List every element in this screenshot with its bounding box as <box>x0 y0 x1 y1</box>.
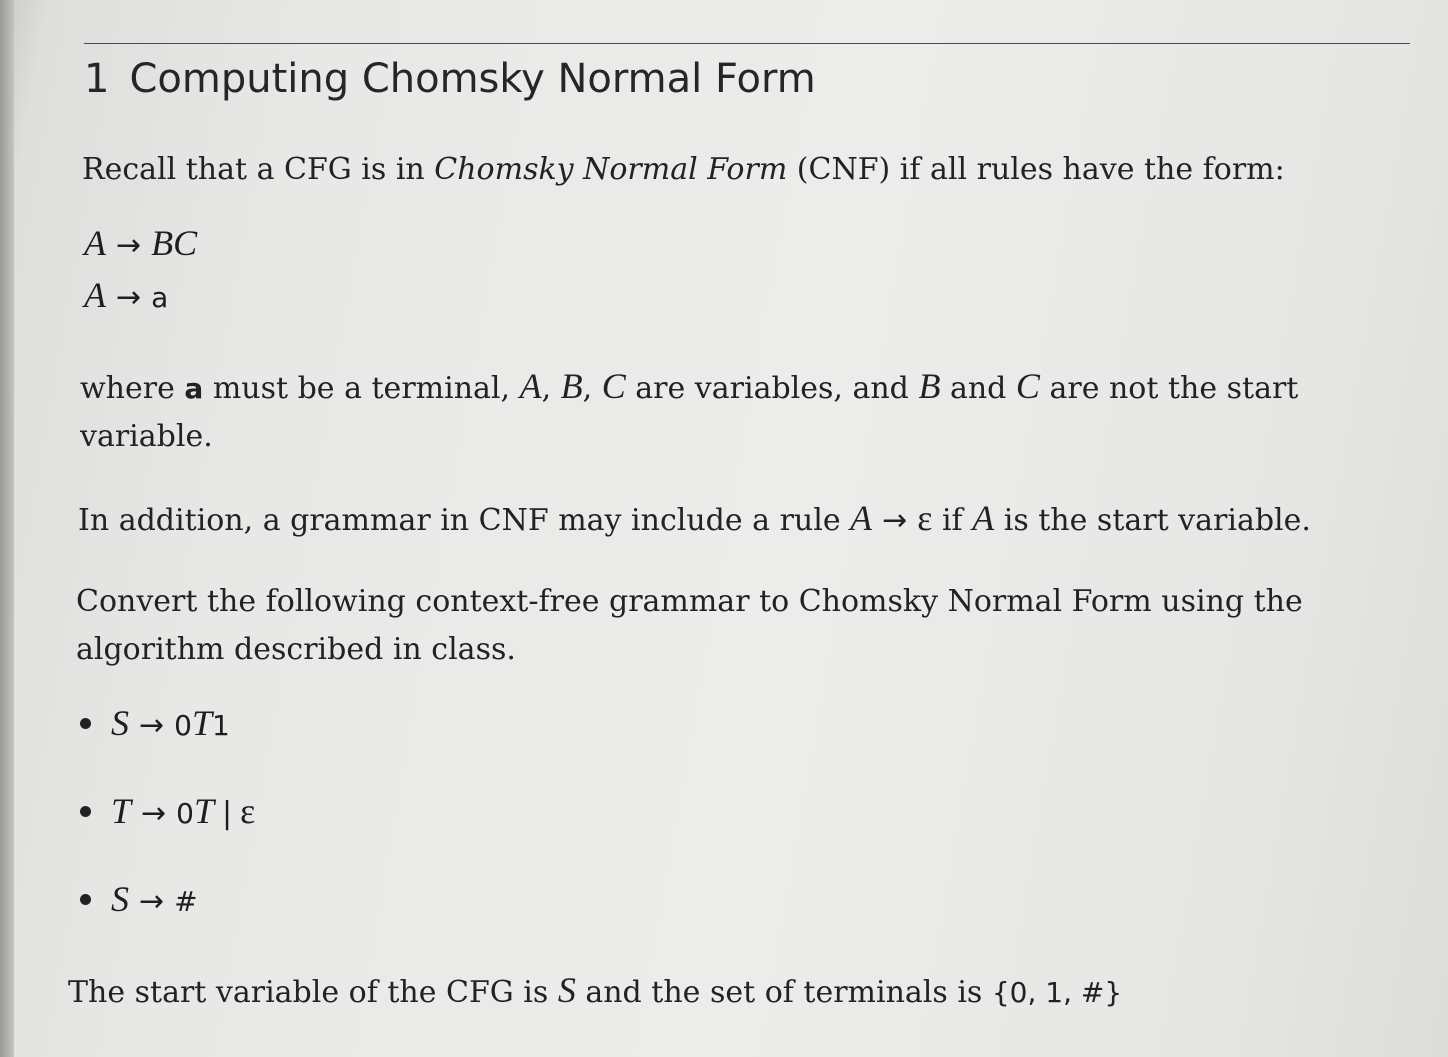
epsilon: ε <box>917 498 933 538</box>
var-C: C <box>1015 366 1040 406</box>
text: are not the start <box>1039 371 1299 406</box>
text: and the set of terminals is <box>575 975 992 1010</box>
rule-lhs: A <box>84 223 106 263</box>
arrow-icon: → <box>116 280 142 315</box>
intro-text-pre: Recall that a CFG is in <box>82 152 435 187</box>
alternation-bar: | <box>222 796 233 831</box>
text: , <box>582 371 602 406</box>
where-paragraph <box>80 362 1298 461</box>
epsilon: ε <box>240 791 256 831</box>
text: Convert the following context-free grammar to Chomsky Normal Form using the <box>76 584 1303 619</box>
text: where <box>80 371 185 406</box>
rule-rhs: a <box>151 281 169 314</box>
arrow-icon: → <box>882 503 908 538</box>
screen-edge-shadow <box>0 0 14 1057</box>
section-heading <box>84 56 816 102</box>
rule-lhs: A <box>84 275 106 315</box>
section-title: Computing Chomsky Normal Form <box>129 56 816 102</box>
text: is the start variable. <box>994 503 1311 538</box>
convert-paragraph <box>76 578 1303 674</box>
grammar-rule-S-0T1 <box>80 702 230 744</box>
arrow-icon: → <box>116 228 142 263</box>
cnf-rule-terminal <box>84 274 168 316</box>
terminal-a: a <box>184 372 204 405</box>
terminal: 0 <box>174 709 192 742</box>
grammar-rule-T <box>80 790 255 832</box>
var-B: B <box>918 366 941 406</box>
intro-paragraph <box>82 146 1285 194</box>
variable: T <box>191 703 212 743</box>
text: algorithm described in class. <box>76 632 516 667</box>
text: are variables, and <box>625 371 919 406</box>
var-A: A <box>850 498 873 538</box>
terminal: 0 <box>176 797 194 830</box>
intro-text-post: (CNF) if all rules have the form: <box>787 152 1285 187</box>
var-S: S <box>557 970 576 1010</box>
horizontal-rule <box>84 43 1410 44</box>
grammar-rule-S-hash <box>80 878 198 920</box>
closing-paragraph <box>68 966 1122 1017</box>
text: if <box>932 503 973 538</box>
terminal: 1 <box>212 709 230 742</box>
text: , <box>541 371 561 406</box>
rule-lhs: T <box>111 791 132 831</box>
bullet-icon <box>80 806 91 817</box>
var-A: A <box>972 498 995 538</box>
arrow-icon: → <box>139 708 165 743</box>
text: The start variable of the CFG is <box>68 975 558 1010</box>
text: variable. <box>80 419 213 454</box>
rule-lhs: S <box>111 879 129 919</box>
rule-lhs: S <box>111 703 129 743</box>
text: must be a terminal, <box>203 371 520 406</box>
text: In addition, a grammar in CNF may include a rule <box>78 503 851 538</box>
rule-rhs: BC <box>151 223 198 263</box>
bullet-icon <box>80 718 91 729</box>
arrow-icon: → <box>139 884 165 919</box>
terminal-set: {0, 1, #} <box>991 976 1123 1009</box>
arrow-icon: → <box>141 796 167 831</box>
addition-paragraph <box>78 494 1311 545</box>
text: and <box>940 371 1016 406</box>
var-C: C <box>601 366 626 406</box>
section-number: 1 <box>84 56 110 102</box>
bullet-icon <box>80 894 91 905</box>
var-A: A <box>519 366 542 406</box>
intro-cnf-term: Chomsky Normal Form <box>434 152 788 187</box>
variable: T <box>194 791 215 831</box>
terminal: # <box>174 885 198 918</box>
cnf-rule-binary <box>84 222 197 264</box>
var-B: B <box>560 366 583 406</box>
